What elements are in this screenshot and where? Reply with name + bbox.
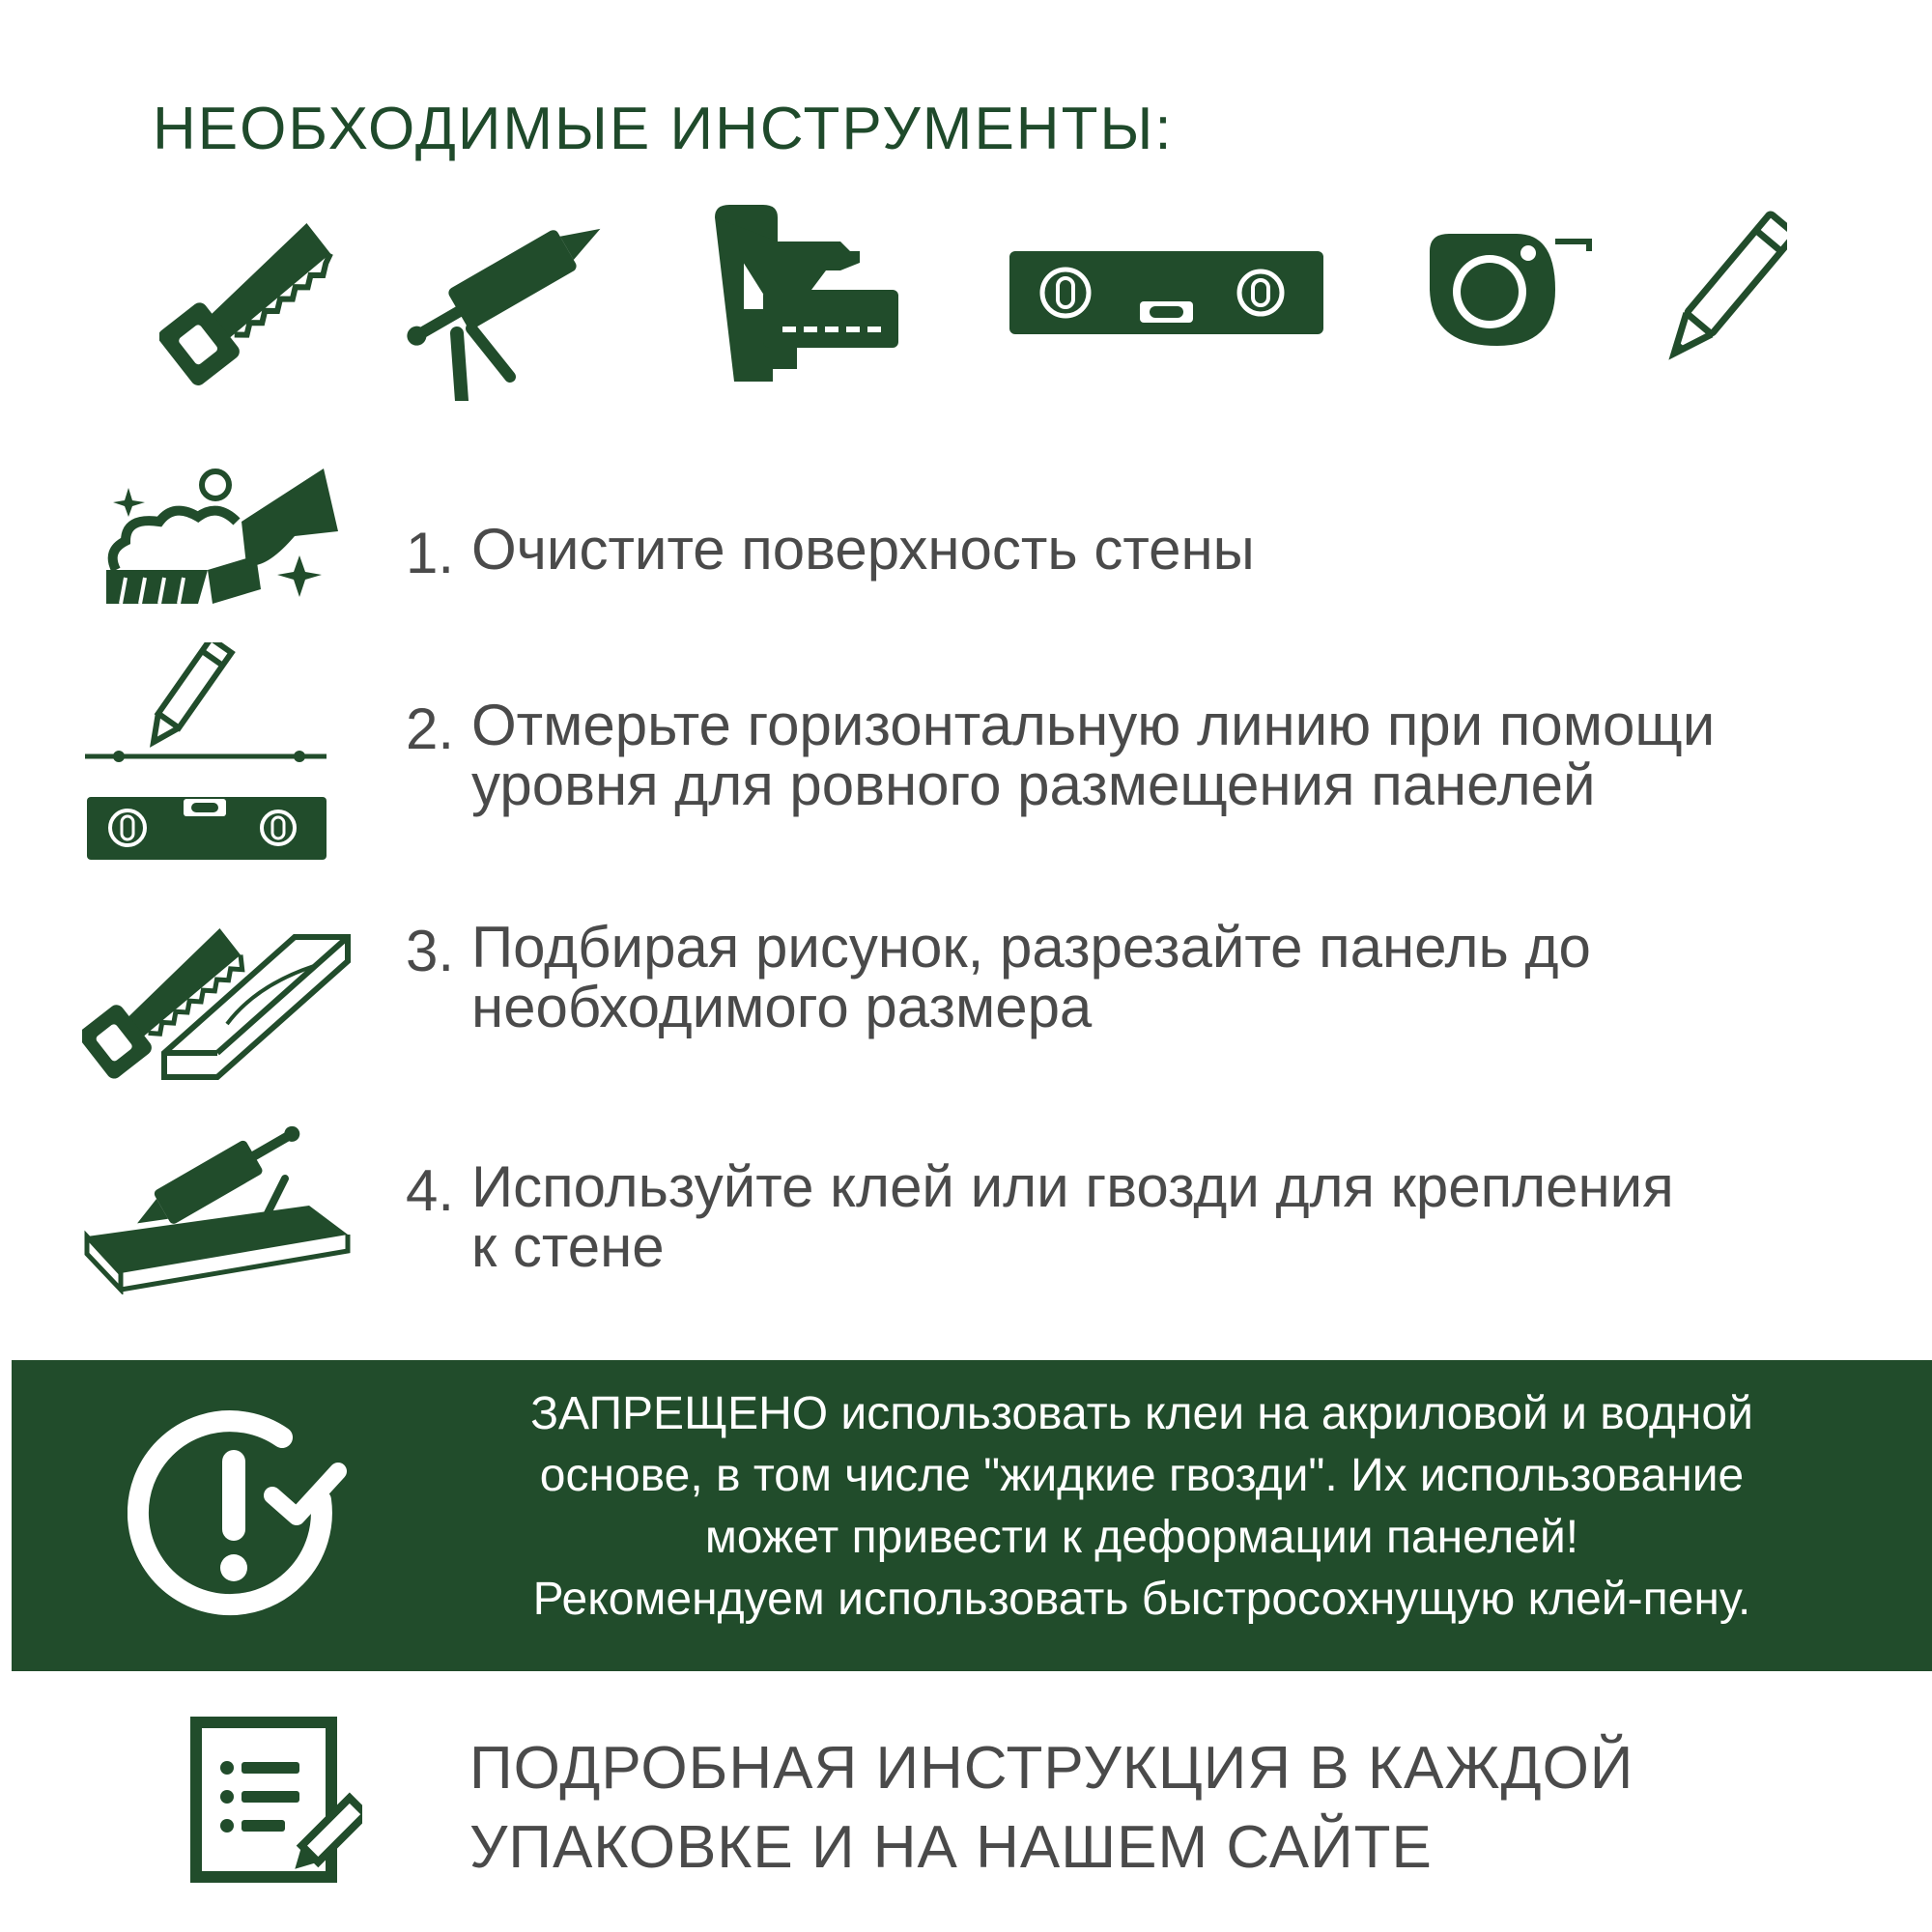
warning-line-3: может привести к деформации панелей! <box>704 1512 1579 1563</box>
saw-icon <box>159 208 353 391</box>
step-3-number: 3. <box>406 919 455 983</box>
warning-line-4: Рекомендуем использовать быстросохнущую клей-пену. <box>532 1574 1751 1625</box>
spirit-level-icon <box>1009 251 1323 334</box>
warning-text <box>388 1383 1895 1631</box>
nail-gun-icon <box>705 203 908 386</box>
cut-panel-icon <box>82 918 353 1087</box>
step-3-text <box>471 915 1901 1039</box>
step-1-text: Очистите поверхность стены <box>471 517 1255 582</box>
page-title: НЕОБХОДИМЫЕ ИНСТРУМЕНТЫ: <box>153 96 1174 162</box>
tape-measure-icon <box>1420 232 1594 348</box>
warning-check-icon <box>128 1408 350 1635</box>
footer-line-1: ПОДРОБНАЯ ИНСТРУКЦИЯ В КАЖДОЙ <box>469 1735 1634 1802</box>
warning-emphasis: ЗАПРЕЩЕНО <box>530 1388 829 1439</box>
warning-line-1-rest: использовать клеи на акриловой и водной <box>828 1388 1753 1439</box>
footer-line-2: УПАКОВКЕ И НА НАШЕМ САЙТЕ <box>469 1814 1433 1881</box>
step-2-text <box>471 693 1901 817</box>
step-4-line-1: Используйте клей или гвозди для крепления <box>471 1154 1674 1219</box>
step-2-line-2: уровня для ровного размещения панелей <box>471 753 1596 817</box>
step-4-text <box>471 1154 1901 1279</box>
step-1-number: 1. <box>406 521 455 585</box>
pencil-icon <box>1666 208 1787 372</box>
step-4-number: 4. <box>406 1158 455 1223</box>
instruction-document-icon <box>188 1715 362 1893</box>
step-4-line-2: к стене <box>471 1214 665 1279</box>
step-3-line-2: необходимого размера <box>471 975 1093 1039</box>
caulk-gun-icon <box>404 208 616 401</box>
step-2-number: 2. <box>406 696 455 761</box>
warning-line-1 <box>388 1383 1895 1445</box>
glue-panel-icon <box>82 1121 353 1299</box>
step-3-line-1: Подбирая рисунок, разрезайте панель до <box>471 915 1591 980</box>
cleaning-icon <box>101 464 343 613</box>
footer-text <box>469 1729 1870 1888</box>
warning-banner <box>12 1360 1932 1671</box>
measure-level-icon <box>85 642 331 869</box>
step-2-line-1: Отмерьте горизонтальную линию при помощи <box>471 693 1716 757</box>
warning-line-2: основе, в том числе "жидкие гвозди". Их использование <box>539 1450 1745 1501</box>
tools-row <box>0 193 1932 406</box>
